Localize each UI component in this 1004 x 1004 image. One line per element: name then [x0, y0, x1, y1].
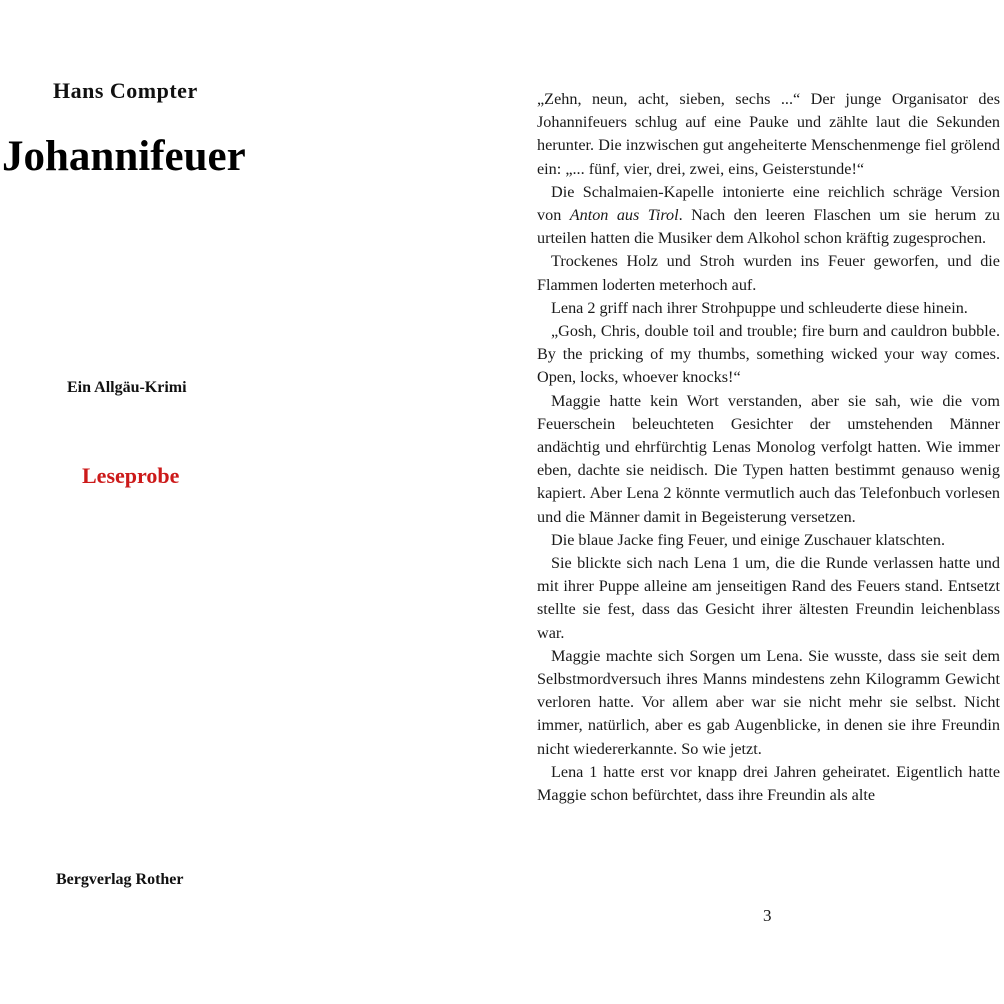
book-subtitle: Ein Allgäu-Krimi [67, 379, 187, 396]
author-name: Hans Compter [53, 78, 198, 103]
paragraph-1: „Zehn, neun, acht, sieben, sechs ...“ Der junge Organisator des Johannifeuers schlug auf eine Pauke und zählte laut die Sekunden herunter. Die inzwischen gut angeheiterte Menschenmenge fiel grölend ein: „... fünf, vier, drei, zwei, eins, Geisterstunde!“ [537, 90, 1000, 178]
paragraph-5: „Gosh, Chris, double toil and trouble; fire burn and cauldron bubble. By the pricking of my thumbs, something wicked your way comes. Open, locks, whoever knocks!“ [537, 322, 1000, 387]
text-page [537, 88, 1000, 807]
song-title: Anton aus Tirol [569, 206, 679, 225]
paragraph-6: Maggie hatte kein Wort verstanden, aber sie sah, wie die vom Feuerschein beleuchteten Gesichter der umstehenden Männer andächtig und ehrfürchtig Lenas Monolog verfolgt hatten. Wie immer eben, dachte sie neidisch. Die Typen hatten bestimmt genauso wenig kapiert. Aber Lena 2 könnte vermutlich auch das Telefonbuch vorlesen und die Männer damit in Begeisterung versetzen. [537, 391, 1000, 526]
paragraph-4: Lena 2 griff nach ihrer Strohpuppe und schleuderte diese hinein. [551, 298, 968, 317]
paragraph-2-start: Die Schalmaien-Kapelle intonierte eine reichlich schräge Version von [537, 182, 1000, 225]
paragraph-9: Maggie machte sich Sorgen um Lena. Sie wusste, dass sie seit dem Selbstmordversuch ihres Manns mindestens zehn Kilogramm Gewicht verloren hatte. Vor allem aber war sie nicht mehr sie selbst. Nicht immer, natürlich, aber es gab Augenblicke, in denen sie ihre Freundin nicht wiedererkannte. So wie jetzt. [537, 646, 1000, 758]
paragraph-2 [537, 181, 1000, 251]
paragraph-2-end: . Nach den leeren Flaschen um sie herum zu urteilen hatten die Musiker dem Alkohol schon kräftig zugesprochen. [537, 206, 1000, 248]
paragraph-10: Lena 1 hatte erst vor knapp drei Jahren geheiratet. Eigentlich hatte Maggie schon befürchtet, dass ihre Freundin als alte [537, 762, 1000, 805]
excerpt-label: Leseprobe [82, 463, 180, 488]
paragraph-8: Sie blickte sich nach Lena 1 um, die die Runde verlassen hatte und mit ihrer Puppe alleine am jenseitigen Rand des Feuers stand. Entsetzt stellte sie fest, dass das Gesicht ihrer ältesten Freundin leichenblass war. [537, 554, 1000, 642]
page-number: 3 [763, 906, 772, 925]
publisher-name: Bergverlag Rother [56, 871, 184, 888]
paragraph-3: Trockenes Holz und Stroh wurden ins Feuer geworfen, und die Flammen loderten meterhoch auf. [537, 252, 1000, 294]
title-page [0, 0, 290, 1004]
book-title: Johannifeuer [2, 133, 246, 180]
paragraph-7: Die blaue Jacke fing Feuer, und einige Zuschauer klatschten. [551, 530, 946, 549]
